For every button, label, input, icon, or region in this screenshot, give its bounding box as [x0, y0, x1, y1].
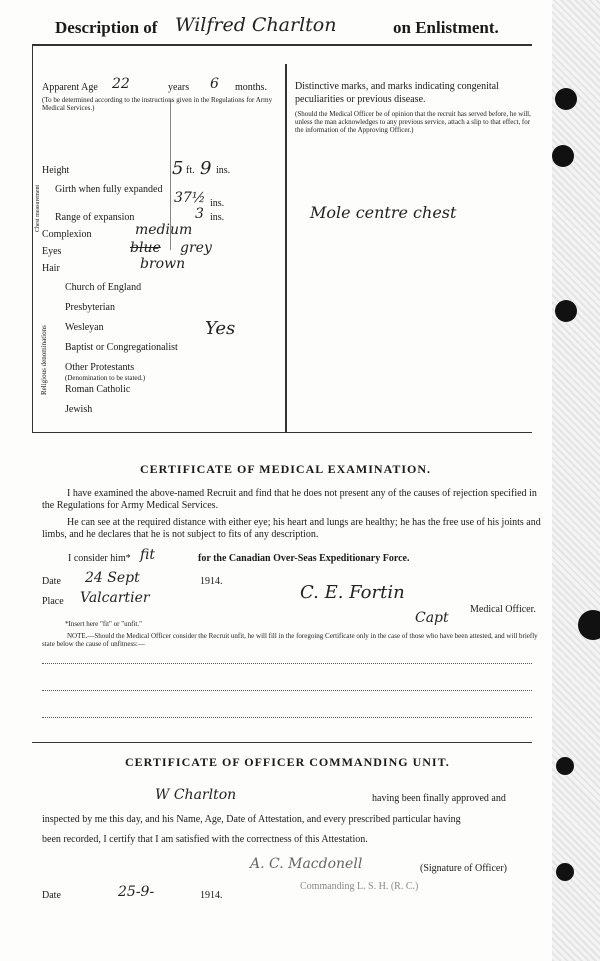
punch-hole [555, 88, 577, 110]
marks-heading: Distinctive marks, and marks indicating congenital peculiarities or previous disease. [295, 81, 499, 105]
height-ins: 9 [200, 158, 212, 179]
ins-label: ins. [216, 165, 231, 176]
unfitness-line [42, 690, 532, 691]
scan-edge [552, 0, 600, 961]
divider [32, 742, 532, 743]
punch-hole [555, 300, 577, 322]
commanding-officer-signature: A. C. Macdonell [250, 856, 363, 872]
recruit-name: Wilfred Charlton [175, 14, 337, 36]
girth-label: Girth when fully expanded [55, 184, 163, 195]
religion-item: Church of England [65, 282, 142, 293]
distinctive-marks-value: Mole centre chest [310, 203, 457, 222]
hair-value: brown [140, 256, 186, 272]
unfitness-line [42, 663, 532, 664]
girth-unit: ins. [210, 198, 225, 209]
religion-item: Presbyterian [65, 302, 115, 313]
girth-value: 37½ [174, 190, 206, 206]
age-label: Apparent Age [42, 82, 98, 93]
date-label: Date [42, 576, 61, 587]
place-label: Place [42, 596, 64, 607]
religion-mark: Yes [205, 318, 236, 339]
medical-note: NOTE.—Should the Medical Officer consider the Recruit unfit, he will fill in the foregoing Certificate only in the case of those who have been attested, and will briefly state below the cause of unfitness:— [42, 632, 538, 648]
medical-p2: He can see at the required distance with either eye; his heart and lungs are healthy; he has the free use of his joints and limbs, and he declares that he is not subject to fits of any description. [42, 517, 541, 540]
eyes-struck: blue [130, 240, 161, 256]
unfitness-line [42, 717, 532, 718]
age-years: 22 [112, 76, 130, 92]
range-unit: ins. [210, 212, 225, 223]
commanding-text3: been recorded, I certify that I am satisfied with the correctness of this Attestation. [42, 834, 368, 845]
medical-year: 1914. [200, 576, 223, 587]
months-label: months. [235, 82, 267, 93]
medical-officer-rank: Capt [415, 610, 449, 626]
border [32, 44, 33, 432]
commanding-stamp: Commanding L. S. H. (R. C.) [300, 881, 419, 892]
punch-hole [552, 145, 574, 167]
eyes-value: grey [180, 240, 212, 256]
religion-group-label: Religious denominations [40, 325, 48, 395]
punch-hole [556, 863, 574, 881]
complexion-value: medium [135, 222, 193, 238]
consider-suffix: for the Canadian Over-Seas Expeditionary Force. [198, 553, 410, 564]
commanding-heading: CERTIFICATE OF OFFICER COMMANDING UNIT. [125, 755, 450, 769]
divider [32, 432, 532, 433]
title-prefix: Description of [55, 18, 158, 37]
range-value: 3 [195, 206, 204, 222]
column-divider [285, 64, 287, 432]
years-label: years [168, 82, 190, 93]
medical-place: Valcartier [80, 590, 150, 606]
signature-label: (Signature of Officer) [420, 863, 508, 874]
fit-value: fit [140, 547, 155, 563]
eyes-label: Eyes [42, 246, 62, 257]
recruit-name-signed: W Charlton [155, 787, 237, 803]
medical-heading: CERTIFICATE OF MEDICAL EXAMINATION. [140, 462, 432, 476]
range-label: Range of expansion [55, 212, 135, 223]
medical-officer-label: Medical Officer. [470, 604, 536, 615]
punch-hole [556, 757, 574, 775]
punch-hole [578, 610, 600, 640]
medical-paragraphs [42, 488, 542, 546]
age-months: 6 [210, 76, 219, 92]
height-ft: 5 [172, 158, 184, 179]
complexion-label: Complexion [42, 229, 92, 240]
ft-label: ft. [186, 165, 195, 176]
religion-item: Other Protestants [65, 362, 135, 373]
religion-item: Baptist or Congregationalist [65, 342, 178, 353]
footnote: *Insert here "fit" or "unfit." [65, 620, 142, 628]
height-label: Height [42, 165, 70, 176]
religion-item: Wesleyan [65, 322, 104, 333]
religion-item: Jewish [65, 404, 93, 415]
commanding-date-label: Date [42, 890, 61, 901]
marks-note: (Should the Medical Officer be of opinion that the recruit has served before, he will, unless the man acknowledges to any previous service, attach a slip to that effect, for the information of the Approving Officer.) [295, 110, 531, 134]
commanding-year: 1914. [200, 890, 223, 901]
medical-date: 24 Sept [85, 570, 140, 586]
chest-group-label: Chest measurement [35, 184, 41, 232]
title-suffix: on Enlistment. [393, 18, 499, 37]
commanding-text2: inspected by me this day, and his Name, Age, Date of Attestation, and every prescribed particular having [42, 814, 461, 825]
religion-item-note: (Denomination to be stated.) [65, 374, 146, 382]
religion-item: Roman Catholic [65, 384, 131, 395]
age-note: (To be determined according to the instructions given in the Regulations for Army Medical Services.) [42, 96, 273, 112]
medical-p1: I have examined the above-named Recruit and find that he does not present any of the causes of rejection specified in the Regulations for Army Medical Services. [42, 488, 537, 511]
consider-prefix: I consider him* [68, 553, 131, 564]
divider [32, 44, 532, 46]
commanding-text1: having been finally approved and [372, 793, 506, 804]
medical-officer-signature: C. E. Fortin [300, 582, 405, 603]
hair-label: Hair [42, 263, 60, 274]
commanding-date: 25-9- [118, 884, 155, 900]
